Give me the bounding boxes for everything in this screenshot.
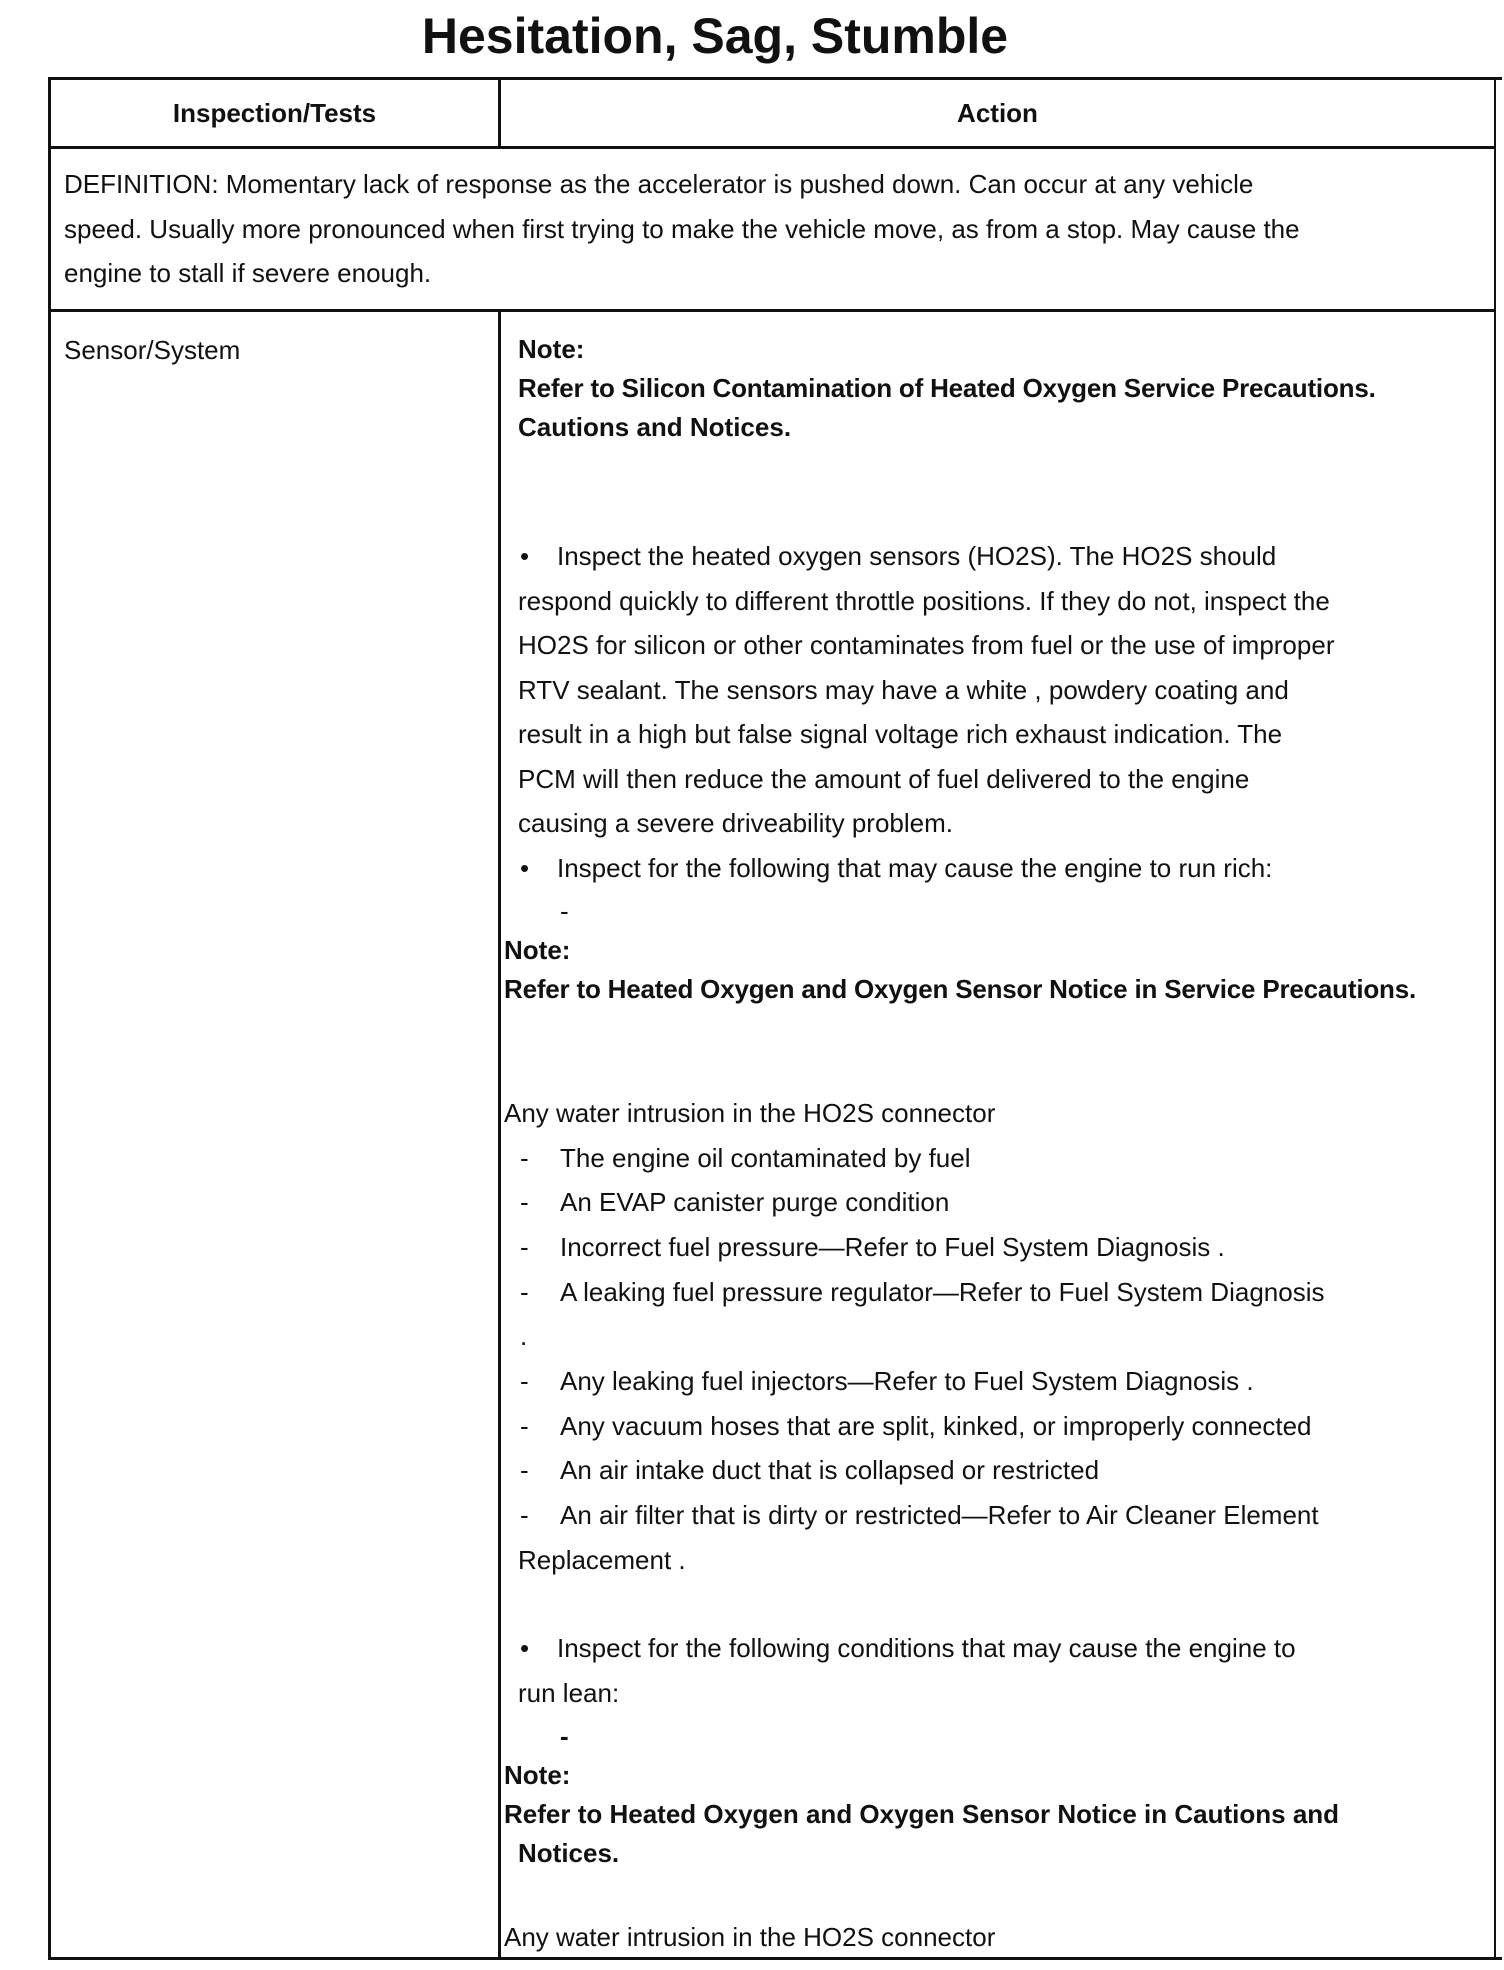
note-label: Note: (518, 334, 585, 364)
dash-marker: - (520, 1277, 529, 1307)
definition-text (64, 162, 1484, 296)
dash-marker: - (520, 1500, 529, 1530)
dash-marker: - (560, 896, 569, 926)
bullet-icon: • (520, 853, 530, 883)
list-item: Any vacuum hoses that are split, kinked, or improperly connected (560, 1411, 1312, 1441)
bullet-text: HO2S for silicon or other contaminates from fuel or the use of improper (518, 630, 1335, 660)
procedure-table (48, 77, 1502, 1960)
bullet-text: Inspect for the following that may cause the engine to run rich: (557, 853, 1273, 883)
page-title: Hesitation, Sag, Stumble (421, 8, 1009, 64)
note-text: Cautions and Notices. (518, 412, 792, 442)
bullet-text: causing a severe driveability problem. (518, 808, 953, 838)
bullet-text: Inspect the heated oxygen sensors (HO2S). The HO2S should (557, 541, 1277, 571)
list-item: Incorrect fuel pressure—Refer to Fuel System Diagnosis . (560, 1232, 1225, 1262)
list-item: Any water intrusion in the HO2S connector (504, 1922, 996, 1952)
list-item: A leaking fuel pressure regulator—Refer to Fuel System Diagnosis (560, 1277, 1325, 1307)
bullet-icon: • (520, 541, 530, 571)
note-text: Refer to Heated Oxygen and Oxygen Sensor Notice in Service Precautions. (504, 974, 1416, 1004)
dash-marker: - (520, 1143, 529, 1173)
list-item: The engine oil contaminated by fuel (560, 1143, 971, 1173)
list-item: An air filter that is dirty or restricted—Refer to Air Cleaner Element (560, 1500, 1319, 1530)
header-action: Action (957, 98, 1038, 128)
note-text: Refer to Heated Oxygen and Oxygen Sensor Notice in Cautions and (504, 1799, 1340, 1829)
row-label-sensor-system: Sensor/System (64, 335, 241, 365)
dash-marker: - (560, 1721, 569, 1751)
list-item-continuation: Replacement . (518, 1545, 686, 1575)
header-inspection-tests: Inspection/Tests (172, 98, 377, 128)
definition-bottom-rule (48, 309, 1496, 312)
bullet-text: RTV sealant. The sensors may have a white , powdery coating and (518, 675, 1289, 705)
note-label: Note: (504, 1760, 571, 1790)
bullet-text: Inspect for the following conditions that may cause the engine to (557, 1633, 1296, 1663)
note-text: Notices. (518, 1838, 620, 1868)
list-item: An air intake duct that is collapsed or restricted (560, 1455, 1100, 1485)
dash-marker: - (520, 1411, 529, 1441)
dash-marker: - (520, 1232, 529, 1262)
note-text: Refer to Silicon Contamination of Heated Oxygen Service Precautions. (518, 373, 1376, 403)
list-item: Any leaking fuel injectors—Refer to Fuel System Diagnosis . (560, 1366, 1254, 1396)
list-item: An EVAP canister purge condition (560, 1187, 950, 1217)
dash-marker: - (520, 1366, 529, 1396)
bullet-text: result in a high but false signal voltage rich exhaust indication. The (518, 719, 1283, 749)
table-right-border (1494, 77, 1496, 1960)
header-bottom-rule (48, 146, 1496, 149)
list-item: Any water intrusion in the HO2S connector (504, 1098, 996, 1128)
dash-marker: - (520, 1455, 529, 1485)
bullet-icon: • (520, 1633, 530, 1663)
bullet-text: PCM will then reduce the amount of fuel delivered to the engine (518, 764, 1250, 794)
list-item-continuation: . (520, 1321, 528, 1351)
bullet-text: respond quickly to different throttle positions. If they do not, inspect the (518, 586, 1330, 616)
bullet-text: run lean: (518, 1678, 620, 1708)
note-label: Note: (504, 935, 571, 965)
dash-marker: - (520, 1187, 529, 1217)
definition-line: engine to stall if severe enough. (64, 258, 432, 288)
definition-line: DEFINITION: Momentary lack of response as the accelerator is pushed down. Can occur at any vehicle (64, 169, 1254, 199)
definition-line: speed. Usually more pronounced when first trying to make the vehicle move, as from a stop. May cause the (64, 213, 1300, 244)
column-divider-body (498, 311, 501, 1960)
